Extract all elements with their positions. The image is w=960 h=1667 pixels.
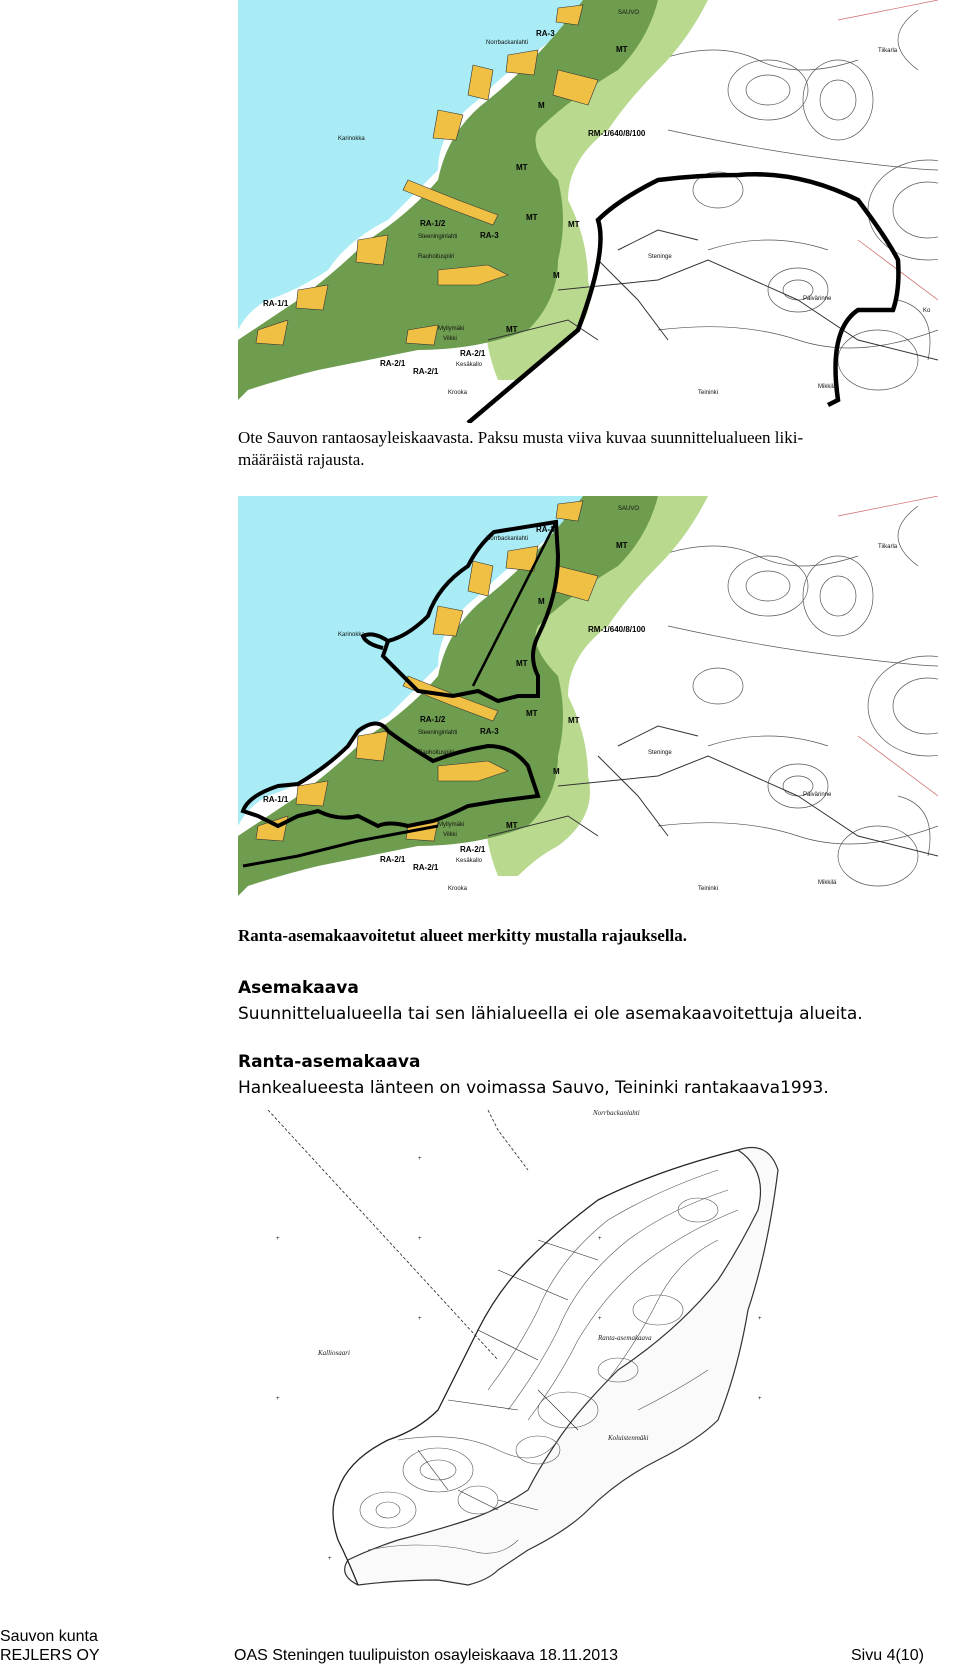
map2-label-mt5: MT [506, 821, 518, 830]
map2-label-krooka: Krooka [448, 886, 468, 892]
map1-label-steening: Steeninginlahti [418, 234, 458, 240]
map2-label-norrbacka: Norrbackanlahti [486, 536, 529, 542]
map1-label-mt3: MT [526, 213, 538, 222]
map2-label-ra11: RA-1/1 [263, 795, 289, 804]
map1-label-ra3b: RA-3 [480, 231, 499, 240]
map2-label-tiikarla: Tiikarla [878, 544, 898, 550]
map2-label-mt4: MT [568, 716, 580, 725]
map1-label-mt2: MT [516, 163, 528, 172]
footer-page-number: Sivu 4(10) [851, 1647, 924, 1664]
map2-label-teininki: Teininki [698, 886, 719, 892]
svg-text:+: + [598, 1236, 602, 1242]
map1-label-ra11: RA-1/1 [263, 299, 289, 308]
map1-label-steninge: Steninge [648, 254, 672, 260]
map1-label-norrbacka: Norrbackanlahti [486, 40, 529, 46]
map1-caption-line1: Ote Sauvon rantaosayleiskaavasta. Paksu musta viiva kuvaa suunnittelualueen liki- [238, 428, 804, 447]
map2-label-mt2: MT [516, 659, 528, 668]
map1-label-ra3: RA-3 [536, 29, 555, 38]
svg-text:+: + [598, 1316, 602, 1322]
map2-label-steninge: Steninge [648, 750, 672, 756]
map2-label-rm: RM-1/640/8/100 [588, 625, 646, 634]
map3-label-norrbacka: Norrbackanlahti [593, 1110, 640, 1117]
map1-label-paivarinne: Päivärinne [803, 296, 832, 302]
map3-label-kallio: Kalliosaari [318, 1349, 350, 1357]
map1-label-mt4: MT [568, 220, 580, 229]
svg-text:+: + [758, 1316, 762, 1322]
ranta-asemakaava-heading: Ranta-asemakaava [238, 1052, 421, 1072]
map2-label-karinokka: Karinokka [338, 632, 365, 638]
map2-label-mt1: MT [616, 541, 628, 550]
map2-label-ra3: RA-3 [536, 525, 555, 534]
map1-label-krooka: Krooka [448, 390, 468, 396]
map1-label-ko: Ko [923, 308, 931, 314]
map1-label-ra21b: RA-2/1 [413, 367, 439, 376]
map2-label-ra21a: RA-2/1 [380, 855, 406, 864]
footer-municipality: Sauvon kunta [0, 1628, 98, 1645]
svg-text:+: + [418, 1236, 422, 1242]
map2-label-vilkki: Vilkki [443, 832, 457, 838]
map1-label-teininki: Teininki [698, 390, 719, 396]
svg-text:+: + [418, 1156, 422, 1162]
footer-company: REJLERS OY [0, 1647, 100, 1664]
map1-caption-line2: määräistä rajausta. [238, 450, 365, 469]
map1-label-sauvo: SAUVO [618, 10, 640, 16]
map1-label-karinokka: Karinokka [338, 136, 365, 142]
map3-label-koluistenmaki: Koluistenmäki [608, 1434, 649, 1442]
map1-label-m2: M [553, 271, 560, 280]
map2-label-myllymaki: Myllymäki [438, 822, 465, 828]
map2-label-ra12: RA-1/2 [420, 715, 446, 724]
map3-label-rantakaava: Ranta-asemakaava [598, 1334, 652, 1342]
map2-label-paivarinne: Päivärinne [803, 792, 832, 798]
svg-text:+: + [418, 1316, 422, 1322]
map2-label-mikki: Mikkilä [818, 880, 837, 886]
map2-label-ra21c: RA-2/1 [460, 845, 486, 854]
map2-caption: Ranta-asemakaavoitetut alueet merkitty mustalla rajauksella. [238, 926, 688, 945]
map2-label-mt3: MT [526, 709, 538, 718]
map2-label-steening: Steeninginlahti [418, 730, 458, 736]
footer-document-title: OAS Steningen tuulipuiston osayleiskaava 18.11.2013 [234, 1647, 618, 1664]
map1-label-rauhoitus: Rauhoituspiiri [418, 254, 455, 260]
svg-text:+: + [328, 1556, 332, 1562]
map2-label-m2: M [553, 767, 560, 776]
map1-label-m1: M [538, 101, 545, 110]
svg-text:+: + [758, 1396, 762, 1402]
map1-label-mt5: MT [506, 325, 518, 334]
map1-label-ra21a: RA-2/1 [380, 359, 406, 368]
map2-label-ra21b: RA-2/1 [413, 863, 439, 872]
map1-label-rm: RM-1/640/8/100 [588, 129, 646, 138]
teininki-shore-plan-map [238, 1110, 858, 1600]
master-plan-map-excerpt [238, 0, 938, 423]
map1-label-mt1: MT [616, 45, 628, 54]
svg-text:+: + [276, 1396, 280, 1402]
asemakaava-heading: Asemakaava [238, 978, 359, 998]
ranta-asemakaava-text: Hankealueesta länteen on voimassa Sauvo, Teininki rantakaava1993. [238, 1078, 829, 1098]
map2-label-ra3b: RA-3 [480, 727, 499, 736]
map1-label-myllymaki: Myllymäki [438, 326, 465, 332]
map1-label-ra12: RA-1/2 [420, 219, 446, 228]
map1-label-tiikarla: Tiikarla [878, 48, 898, 54]
map2-label-sauvo: SAUVO [618, 506, 640, 512]
map1-label-vilkki: Vilkki [443, 336, 457, 342]
asemakaava-text: Suunnittelualueella tai sen lähialueella ei ole asemakaavoitettuja alueita. [238, 1004, 863, 1024]
map1-label-kaukallio: Kesäkallo [456, 362, 483, 368]
map2-label-kaukallio: Kesäkallo [456, 858, 483, 864]
shore-plan-areas-map [238, 496, 938, 919]
svg-text:+: + [276, 1236, 280, 1242]
map2-label-m1: M [538, 597, 545, 606]
map1-label-ra21c: RA-2/1 [460, 349, 486, 358]
map2-label-rauhoitus: Rauhoituspiiri [418, 750, 455, 756]
map1-label-mikki: Mikkilä [818, 384, 837, 390]
